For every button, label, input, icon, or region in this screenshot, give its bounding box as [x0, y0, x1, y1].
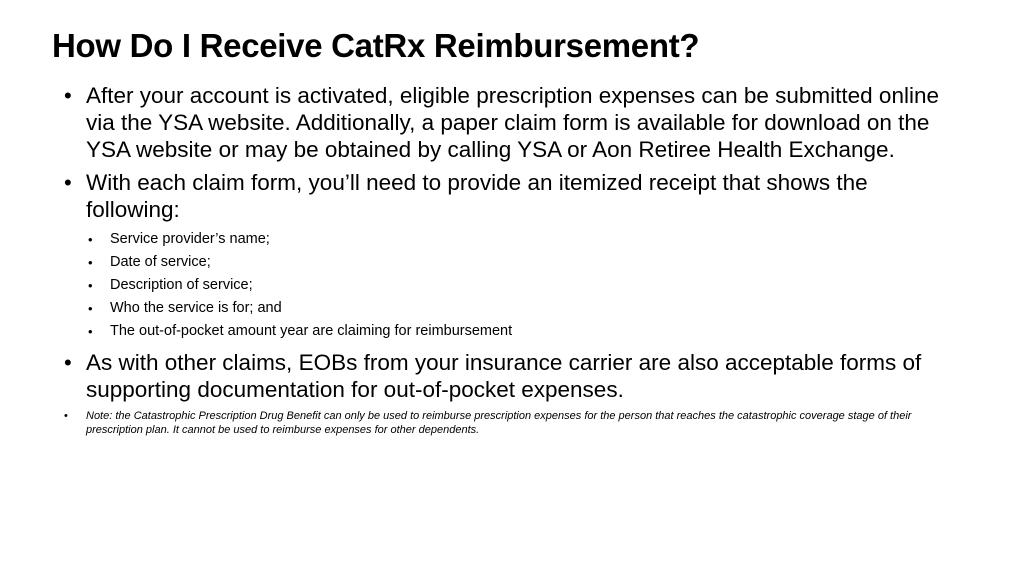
sub-bullet-item — [88, 320, 944, 343]
sub-bullet-item — [88, 228, 944, 251]
bullet-item — [64, 82, 944, 163]
slide-content — [64, 82, 944, 437]
bullet-icon: • — [64, 350, 72, 375]
bullet-icon: • — [88, 324, 93, 339]
bullet-icon: • — [64, 83, 72, 108]
sub-bullet-item — [88, 297, 944, 320]
sub-bullet-text: Date of service; — [110, 254, 211, 270]
footnote — [64, 409, 944, 437]
sub-bullet-text: Service provider’s name; — [110, 231, 270, 247]
bullet-item — [64, 349, 944, 403]
bullet-text: After your account is activated, eligible prescription expenses can be submitted online via the YSA website. Additionally, a paper claim form is available for download on the YSA website or may be obtained by calling YSA or Aon Retiree Health Exchange. — [86, 83, 939, 162]
sub-bullet-text: Description of service; — [110, 277, 253, 293]
sub-bullet-text: The out-of-pocket amount year are claiming for reimbursement — [110, 323, 513, 339]
bullet-text: As with other claims, EOBs from your insurance carrier are also acceptable forms of supporting documentation for out-of-pocket expenses. — [86, 350, 922, 402]
bullet-icon: • — [64, 410, 68, 422]
sub-bullet-text: Who the service is for; and — [110, 300, 282, 316]
sub-bullet-item — [88, 274, 944, 297]
bullet-icon: • — [88, 301, 93, 316]
bullet-text: With each claim form, you’ll need to provide an itemized receipt that shows the following: — [86, 170, 868, 222]
bullet-icon: • — [64, 170, 72, 195]
bullet-item — [64, 169, 944, 223]
sub-bullet-item — [88, 251, 944, 274]
footnote-text: Note: the Catastrophic Prescription Drug Benefit can only be used to reimburse prescription expenses for the person that reaches the catastrophic coverage stage of their prescription plan. It cannot be used to reimburse expenses for other dependents. — [86, 410, 912, 436]
bullet-icon: • — [88, 255, 93, 270]
bullet-icon: • — [88, 278, 93, 293]
bullet-icon: • — [88, 232, 93, 247]
slide-title: How Do I Receive CatRx Reimbursement? — [52, 27, 700, 64]
sub-bullet-list — [64, 228, 944, 343]
